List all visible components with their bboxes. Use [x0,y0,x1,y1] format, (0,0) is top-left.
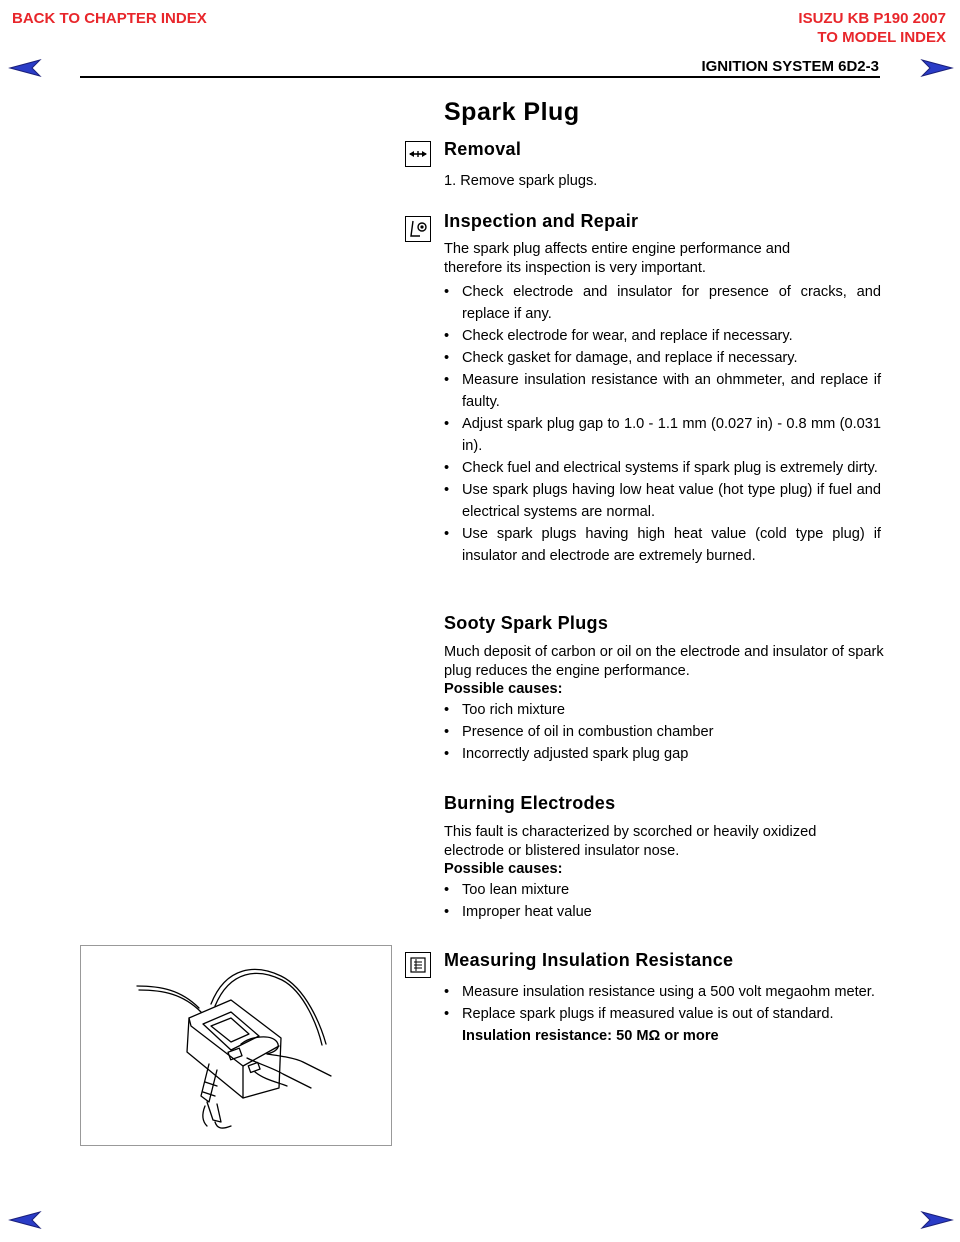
prev-page-arrow-bottom-icon[interactable] [8,1210,42,1230]
sooty-causes-list [444,699,881,765]
sooty-intro: Much deposit of carbon or oil on the electrode and insulator of spark plug reduces the engine performance. [444,644,884,679]
list-item: • Replace spark plugs if measured value is out of standard. [444,1006,834,1022]
list-item: • Use spark plugs having low heat value (hot type plug) if fuel and electrical systems are normal. [444,482,881,520]
list-item: • Too rich mixture [444,701,565,718]
measuring-list [444,981,881,1025]
header-divider [80,76,880,78]
inspection-heading: Inspection and Repair [444,211,639,231]
removal-icon [405,141,431,167]
burning-heading: Burning Electrodes [444,793,616,813]
insulation-spec: Insulation resistance: 50 MΩ or more [462,1028,719,1044]
list-item: • Presence of oil in combustion chamber [444,723,714,740]
sooty-heading: Sooty Spark Plugs [444,613,609,633]
model-title-link[interactable]: ISUZU KB P190 2007 [798,10,946,27]
sooty-section [444,612,884,765]
page-header-title: IGNITION SYSTEM 6D2-3 [701,58,879,75]
burning-intro: This fault is characterized by scorched or heavily oxidized electrode or blistered insulator nose. [444,824,817,859]
list-item: • Too lean mixture [444,881,570,898]
list-item: • Adjust spark plug gap to 1.0 - 1.1 mm (0.027 in) - 0.8 mm (0.031 in). [444,416,881,454]
measuring-section [444,949,881,1047]
inspection-section [444,210,881,567]
list-item: • Measure insulation resistance using a 500 volt megaohm meter. [444,984,875,1000]
removal-step: 1. Remove spark plugs. [444,173,598,189]
burning-causes-list [444,879,881,923]
list-item: • Incorrectly adjusted spark plug gap [444,745,689,762]
inspection-icon [405,216,431,242]
megaohm-meter-illustration [80,945,392,1146]
list-item: • Use spark plugs having high heat value (cold type plug) if insulator and electrode are extremely burned. [444,526,881,564]
inspection-list [444,281,881,567]
section-title: Spark Plug [444,98,580,126]
inspection-intro: The spark plug affects entire engine performance and therefore its inspection is very important. [444,241,791,276]
spark-plug-title-block [444,97,881,127]
next-page-arrow-icon[interactable] [920,58,954,78]
list-item: • Measure insulation resistance with an ohmmeter, and replace if faulty. [444,372,881,410]
list-item: • Check fuel and electrical systems if spark plug is extremely dirty. [444,460,878,476]
next-page-arrow-bottom-icon[interactable] [920,1210,954,1230]
burning-section [444,792,881,923]
list-item: • Check gasket for damage, and replace if necessary. [444,350,798,366]
meter-drawing [81,946,391,1145]
measuring-heading: Measuring Insulation Resistance [444,950,734,970]
list-item: • Check electrode and insulator for presence of cracks, and replace if any. [444,284,881,322]
burning-causes-label: Possible causes: [444,861,563,877]
back-to-chapter-index-link[interactable]: BACK TO CHAPTER INDEX [12,10,207,27]
measuring-icon [405,952,431,978]
prev-page-arrow-icon[interactable] [8,58,42,78]
removal-section [444,138,881,191]
list-item: • Improper heat value [444,903,592,920]
to-model-index-link[interactable]: TO MODEL INDEX [817,29,946,46]
removal-heading: Removal [444,139,522,159]
list-item: • Check electrode for wear, and replace if necessary. [444,328,793,344]
sooty-causes-label: Possible causes: [444,681,563,697]
